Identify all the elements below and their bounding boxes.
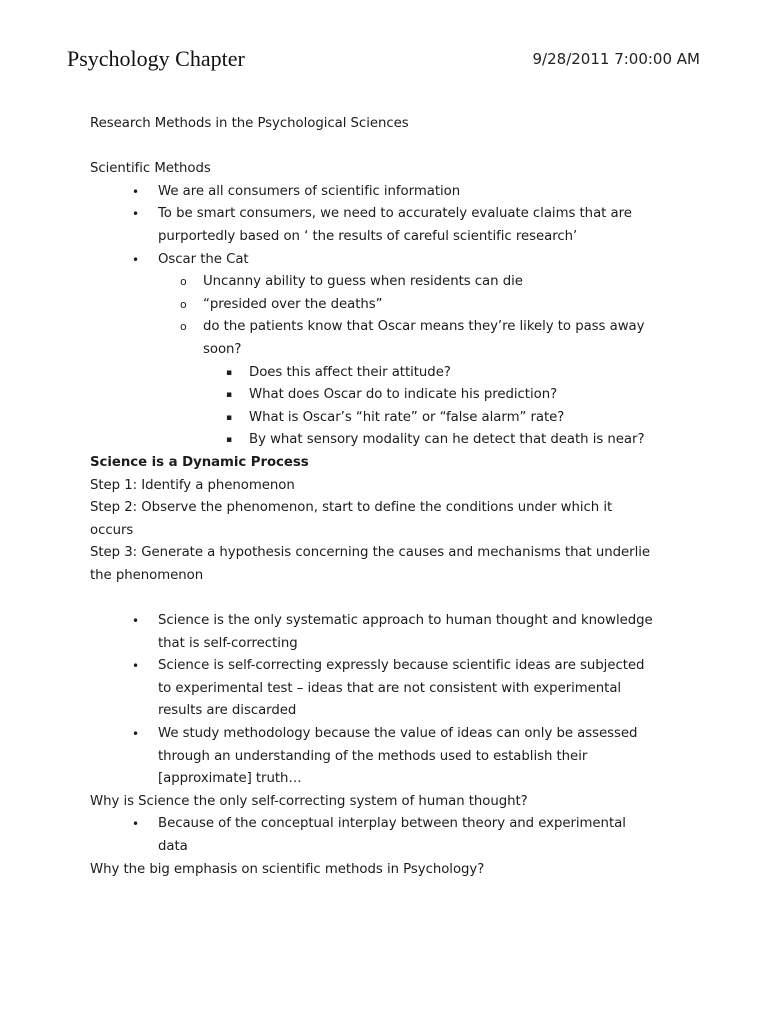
list-item-continuation: purportedly based on ‘ the results of careful scientific research’ [158,228,578,244]
sub-list-item-continuation: soon? [203,341,242,357]
page-title: Psychology Chapter [67,46,245,71]
bullet-icon: • [132,817,140,832]
square-bullet-icon: ▪ [226,367,233,378]
question-line: Why is Science the only self-correcting system of human thought? [90,793,528,809]
step-line-continuation: occurs [90,522,134,538]
bullet-icon: • [132,659,140,674]
square-bullet-icon: ▪ [226,435,233,446]
list-item: • We are all consumers of scientific information [90,181,690,204]
bullet-icon: • [132,252,140,267]
bullet-icon: • [132,184,140,199]
sub-list-item: o do the patients know that Oscar means they’re likely to pass away [90,316,690,339]
sub-sub-list-item: ▪ Does this affect their attitude? [90,362,690,385]
circle-bullet-icon: o [180,297,187,311]
list-item: • Science is self-correcting expressly because scientific ideas are subjected [90,655,690,678]
circle-bullet-icon: o [180,320,187,334]
circle-bullet-icon: o [180,275,187,289]
list-item: • Because of the conceptual interplay between theory and experimental [90,813,690,836]
sub-list-item: o Uncanny ability to guess when residents can die [90,271,690,294]
subsection-title: Scientific Methods [90,161,211,177]
timestamp: 9/28/2011 7:00:00 AM [532,50,700,68]
sub-sub-list-item: ▪ By what sensory modality can he detect that death is near? [90,429,690,452]
sub-sub-list-item: ▪ What is Oscar’s “hit rate” or “false alarm” rate? [90,407,690,430]
section-heading: Research Methods in the Psychological Sciences [90,116,409,131]
spacer [90,587,690,610]
step-line: Step 3: Generate a hypothesis concerning the causes and mechanisms that underlie [90,545,651,561]
subsection-title: Science is a Dynamic Process [90,454,309,470]
step-line: Step 2: Observe the phenomenon, start to define the conditions under which it [90,500,613,516]
bullet-icon: • [132,727,140,742]
square-bullet-icon: ▪ [226,412,233,423]
document-body [90,113,690,881]
list-item-continuation: [approximate] truth… [158,771,302,787]
spacer [90,136,690,159]
sub-sub-list-item: ▪ What does Oscar do to indicate his prediction? [90,384,690,407]
list-item-continuation: results are discarded [158,703,297,719]
list-item-continuation: that is self-correcting [158,635,298,651]
list-item: • Science is the only systematic approach to human thought and knowledge [90,610,690,633]
list-item-continuation: to experimental test – ideas that are not consistent with experimental [158,680,622,696]
sub-list-item: o “presided over the deaths” [90,294,690,317]
list-item: • To be smart consumers, we need to accurately evaluate claims that are [90,203,690,226]
question-line: Why the big emphasis on scientific methods in Psychology? [90,861,485,877]
step-line-continuation: the phenomenon [90,567,204,583]
list-item: • Oscar the Cat [90,249,690,272]
step-line: Step 1: Identify a phenomenon [90,477,295,493]
list-item: • We study methodology because the value of ideas can only be assessed [90,723,690,746]
square-bullet-icon: ▪ [226,390,233,401]
list-item-continuation: through an understanding of the methods used to establish their [158,748,588,764]
bullet-icon: • [132,207,140,222]
bullet-icon: • [132,614,140,629]
list-item-continuation: data [158,839,188,854]
